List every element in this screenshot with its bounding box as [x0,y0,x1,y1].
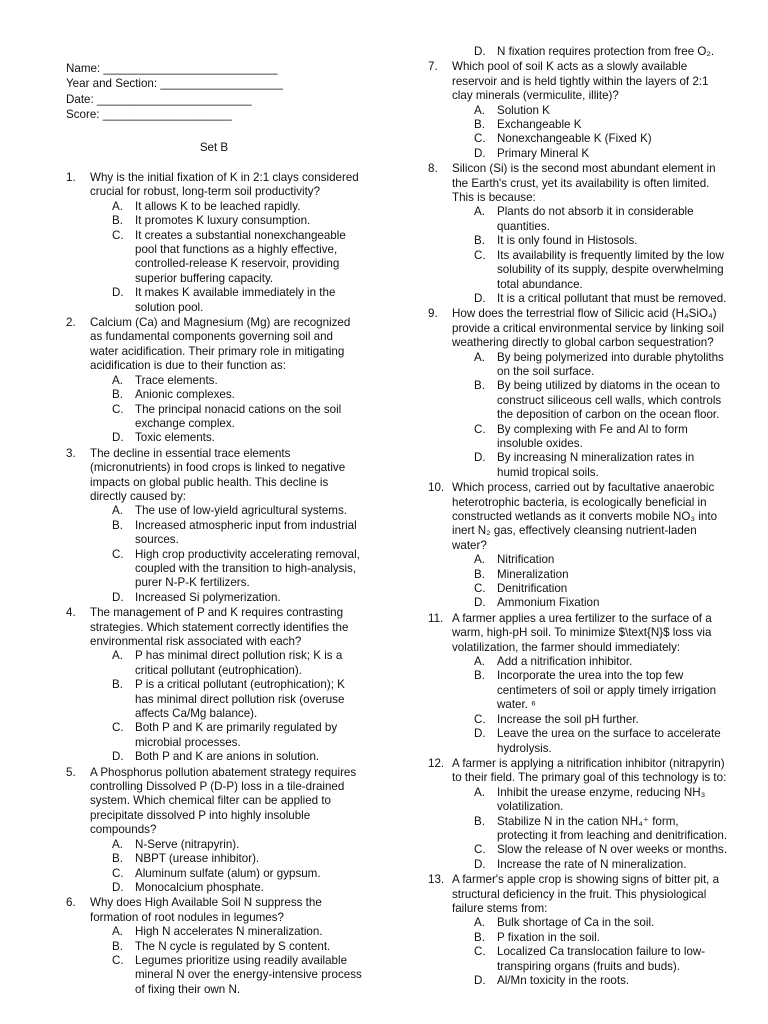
answer-option [452,451,728,480]
option-text: Toxic elements. [135,431,215,445]
answer-option [452,596,728,610]
answer-option [90,852,362,866]
answer-option [452,351,728,380]
option-text: Exchangeable K [497,118,582,132]
option-letter: C. [474,582,486,596]
option-text: Increased atmospheric input from industrial sources. [135,518,357,547]
question-number: 13. [428,873,445,887]
answer-option [452,858,728,872]
option-letter: A. [112,837,123,851]
year-section-line: Year and Section: ___________________ [66,77,283,91]
option-text: The N cycle is regulated by S content. [135,939,331,953]
option-text: High crop productivity accelerating removal, coupled with the transition to high-analysis, purer N-P-K fertilizers. [135,547,360,590]
answer-option [452,786,728,815]
question-item [428,873,728,988]
option-text: Slow the release of N over weeks or months. [497,843,728,857]
option-letter: D. [474,596,486,610]
answer-option [90,925,362,939]
option-text: Its availability is frequently limited by the low solubility of its supply, despite overwhelming total abundance. [497,248,724,291]
option-text: It allows K to be leached rapidly. [135,199,301,213]
option-letter: C. [112,866,124,880]
answer-option [452,916,728,930]
option-text: Increased Si polymerization. [135,590,281,604]
option-letter: A. [112,504,123,518]
option-letter: C. [112,402,124,416]
option-text: Anionic complexes. [135,388,235,402]
option-letter: B. [474,234,485,248]
question-item [66,316,362,446]
option-text: P is a critical pollutant (eutrophication); K has minimal direct pollution risk (overuse affects Ca/Mg balance). [135,678,345,721]
option-text: It is a critical pollutant that must be removed. [497,291,727,305]
option-letter: C. [474,132,486,146]
option-letter: C. [112,228,124,242]
answer-option [452,669,728,712]
option-text: Increase the soil pH further. [497,712,639,726]
option-letter: B. [112,678,123,692]
option-letter: D. [474,974,486,987]
question-number: 4. [66,606,76,620]
option-letter: B. [474,379,485,393]
answer-option [90,519,362,548]
right-column [428,45,728,989]
answer-option [452,249,728,292]
option-letter: C. [474,843,486,857]
question-number: 10. [428,481,445,495]
option-letter: C. [112,953,124,967]
option-text: Denitrification [497,582,568,596]
option-text: It makes K available immediately in the solution pool. [135,286,336,314]
answer-option [90,954,362,997]
option-letter: D. [474,451,486,465]
question-item [66,766,362,896]
option-text: By being polymerized into durable phytoliths on the soil surface. [497,350,724,378]
name-line: Name: ___________________________ [66,62,278,75]
answer-option [452,118,728,132]
option-text: Both P and K are anions in solution. [135,750,320,764]
answer-option [90,214,362,228]
answer-option [90,678,362,721]
option-letter: D. [112,590,124,604]
option-letter: D. [474,727,486,741]
option-letter: A. [474,103,485,117]
option-letter: B. [112,939,123,953]
option-letter: D. [474,45,486,58]
option-text: N fixation requires protection from free O₂. [497,45,715,58]
option-letter: A. [474,205,485,219]
option-letter: D. [474,146,486,160]
option-letter: D. [474,291,486,305]
option-letter: D. [112,880,124,894]
option-letter: A. [474,785,485,799]
answer-option [90,838,362,852]
answer-option [452,379,728,422]
option-text: Legumes prioritize using readily available mineral N over the energy-intensive process of fixing their own N. [135,953,362,996]
option-letter: B. [474,814,485,828]
question-text: A Phosphorus pollution abatement strategy requires controlling Dissolved P (D-P) loss in a tile-drained system. Which chemical filter can be applied to precipitate dissolved P into highly insoluble compounds? [90,765,357,837]
option-letter: D. [112,431,124,445]
question-item [66,447,362,605]
answer-option [90,229,362,287]
question-number: 7. [428,60,438,74]
answer-option [90,649,362,678]
question-text: The decline in essential trace elements (micronutrients) in food crops is linked to negative impacts on global public health. This decline is directly caused by: [90,446,346,503]
option-letter: C. [112,721,124,735]
question-item [66,171,362,315]
option-letter: A. [112,925,123,939]
option-letter: D. [474,857,486,871]
option-letter: A. [474,553,485,567]
answer-option [90,286,362,315]
option-text: Both P and K are primarily regulated by microbial processes. [135,721,338,749]
answer-option [452,147,728,161]
question-text: Which pool of soil K acts as a slowly available reservoir and is held tightly within the layers of 2:1 clay minerals (vermiculite, illite)? [452,60,709,103]
answer-option [452,713,728,727]
answer-option [452,234,728,248]
option-text: N-Serve (nitrapyrin). [135,837,240,851]
question-item [428,60,728,161]
option-text: Bulk shortage of Ca in the soil. [497,916,655,930]
question-text: Why does High Available Soil N suppress the formation of root nodules in legumes? [90,896,322,924]
answer-option [90,881,362,895]
option-text: It is only found in Histosols. [497,234,638,248]
option-text: Localized Ca translocation failure to low-transpiring organs (fruits and buds). [497,945,706,973]
option-letter: C. [474,712,486,726]
option-text: Primary Mineral K [497,146,590,160]
option-text: NBPT (urease inhibitor). [135,852,260,866]
option-letter: A. [474,655,485,669]
option-letter: B. [112,852,123,866]
option-letter: B. [112,214,123,228]
option-letter: C. [474,422,486,436]
question-text: A farmer's apple crop is showing signs of bitter pit, a structural deficiency in the fruit. This physiological failure stems from: [452,873,720,915]
option-text: Add a nitrification inhibitor. [497,655,633,669]
option-letter: D. [112,750,124,764]
option-text: P has minimal direct pollution risk; K is a critical pollutant (eutrophication). [135,649,343,677]
option-text: Solution K [497,103,550,117]
option-letter: B. [474,669,485,683]
option-letter: D. [112,286,124,300]
answer-option [452,815,728,844]
question-number: 12. [428,756,445,770]
option-letter: A. [112,649,123,663]
option-text: Incorporate the urea into the top few centimeters of soil or apply timely irrigation water. ⁶ [497,669,717,712]
left-column [66,171,362,998]
option-text: By complexing with Fe and Al to form insoluble oxides. [497,422,688,450]
option-text: Trace elements. [135,373,218,387]
option-text: By being utilized by diatoms in the ocean to construct siliceous cell walls, which controls the deposition of carbon on the ocean floor. [497,379,722,422]
option-letter: B. [474,118,485,132]
answer-option [452,931,728,945]
option-text: Plants do not absorb it in considerable quantities. [497,205,694,233]
option-letter: C. [474,248,486,262]
option-text: Aluminum sulfate (alum) or gypsum. [135,866,321,880]
answer-option [90,721,362,750]
option-text: It promotes K luxury consumption. [135,214,311,228]
option-letter: A. [474,916,485,930]
option-text: Al/Mn toxicity in the roots. [497,974,630,987]
option-letter: A. [112,199,123,213]
option-text: Nonexchangeable K (Fixed K) [497,132,652,146]
option-text: Inhibit the urease enzyme, reducing NH₃ volatilization. [497,785,706,814]
answer-option [452,727,728,756]
question-number: 8. [428,162,438,176]
question-item [66,896,362,997]
answer-option [452,553,728,567]
question-item [428,612,728,756]
question-item [428,45,728,59]
question-text: A farmer applies a urea fertilizer to the surface of a warm, high-pH soil. To minimize $\text{N}$ loss via volatilization, the farmer should immediately: [452,611,712,654]
question-item [428,757,728,872]
option-text: Nitrification [497,553,555,567]
question-number: 9. [428,307,438,321]
question-text: A farmer is applying a nitrification inhibitor (nitrapyrin) to their field. The primary goal of this technology is to: [452,756,727,785]
option-text: Ammonium Fixation [497,596,600,610]
option-text: The principal nonacid cations on the soil exchange complex. [135,402,342,430]
question-text: Calcium (Ca) and Magnesium (Mg) are recognized as fundamental components governing soil and water acidification. Their primary role in mitigating acidification is due to their function as: [90,316,351,373]
answer-option [452,843,728,857]
answer-option [452,104,728,118]
question-item [428,162,728,306]
answer-option [452,205,728,234]
option-text: Leave the urea on the surface to accelerate hydrolysis. [497,727,721,755]
answer-option [90,867,362,881]
question-number: 3. [66,446,76,460]
option-text: Monocalcium phosphate. [135,880,264,894]
answer-option [90,591,362,605]
option-letter: A. [474,350,485,364]
answer-option [452,292,728,306]
set-title: Set B [199,141,229,154]
question-text: Why is the initial fixation of K in 2:1 clays considered crucial for robust, long-term soil productivity? [90,171,359,199]
answer-option [90,431,362,445]
option-letter: C. [112,547,124,561]
date-line: Date: ________________________ [66,92,252,106]
question-number: 5. [66,765,76,779]
score-line: Score: ____________________ [66,108,232,122]
answer-option [452,655,728,669]
option-text: Mineralization [497,567,569,581]
answer-option [452,423,728,452]
option-text: It creates a substantial nonexchangeable pool that functions as a highly effective, controlled-release K reservoir, providing superior buffering capacity. [135,228,346,285]
answer-option [90,374,362,388]
option-text: Stabilize N in the cation NH₄⁺ form, protecting it from leaching and denitrification. [497,814,728,842]
option-text: By increasing N mineralization rates in humid tropical soils. [497,451,695,479]
option-letter: B. [474,567,485,581]
option-letter: B. [112,518,123,532]
answer-option [452,45,728,59]
answer-option [90,388,362,402]
option-letter: A. [112,373,123,387]
question-number: 2. [66,316,76,330]
answer-option [452,132,728,146]
question-text: How does the terrestrial flow of Silicic acid (H₄SiO₄) provide a critical environmental service by linking soil weathering directly to global carbon sequestration? [452,307,724,350]
option-letter: B. [112,388,123,402]
option-text: High N accelerates N mineralization. [135,925,323,939]
answer-option [90,940,362,954]
option-letter: B. [474,930,485,944]
option-letter: C. [474,945,486,959]
question-item [428,481,728,611]
answer-option [90,403,362,432]
option-text: The use of low-yield agricultural systems. [135,504,347,518]
question-item [66,606,362,764]
question-number: 6. [66,896,76,910]
question-text: Which process, carried out by facultative anaerobic heterotrophic bacteria, is ecologically beneficial in constructed wetlands as it converts mobile NO₃ into inert N₂ gas, effectively cleansing nutrient-laden water? [452,481,718,552]
question-text: The management of P and K requires contrasting strategies. Which statement correctly identifies the environmental risk associated with each? [90,606,349,648]
option-text: P fixation in the soil. [497,930,600,944]
answer-option [452,568,728,582]
student-info-header [66,62,326,124]
answer-option [90,200,362,214]
answer-option [452,582,728,596]
answer-option [90,504,362,518]
option-text: Increase the rate of N mineralization. [497,857,687,871]
question-number: 1. [66,171,76,184]
answer-option [90,750,362,764]
answer-option [452,945,728,974]
question-text: Silicon (Si) is the second most abundant element in the Earth's crust, yet its availability is often limited. This is because: [452,162,716,205]
answer-option [90,548,362,591]
answer-option [452,974,728,988]
question-number: 11. [428,611,444,625]
question-item [428,307,728,480]
